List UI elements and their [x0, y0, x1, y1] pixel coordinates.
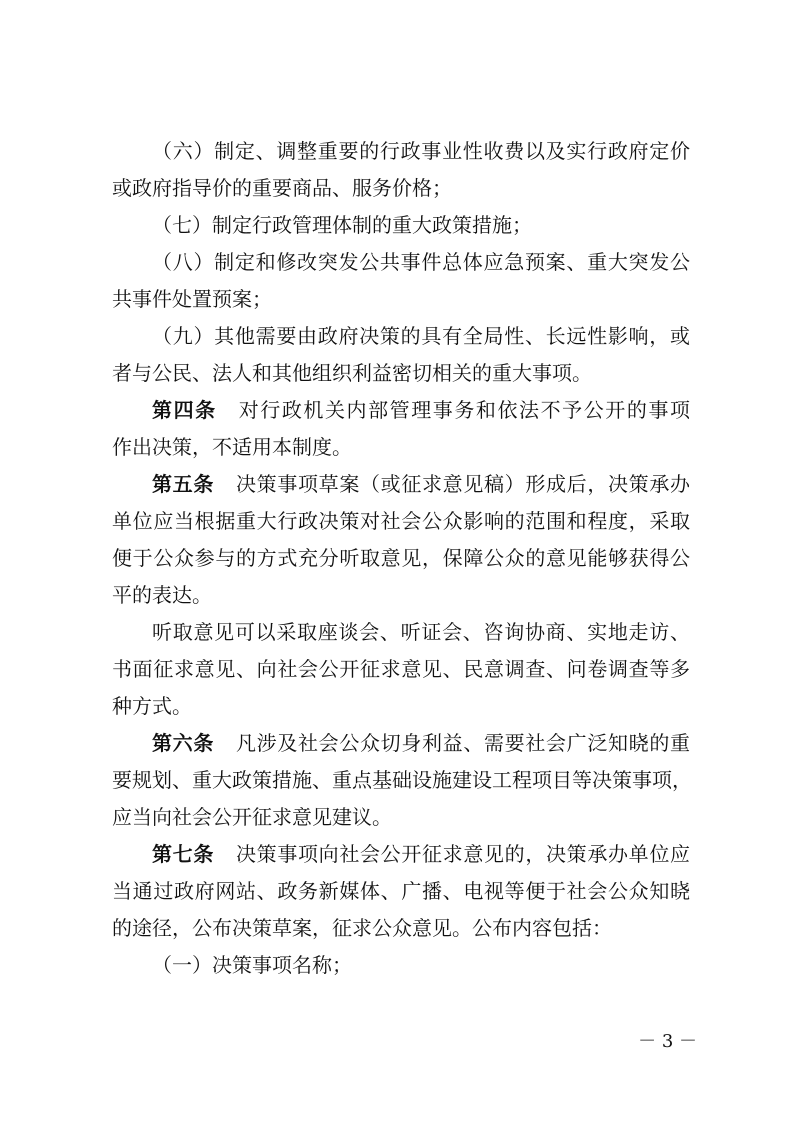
article-number: 第五条 [152, 472, 214, 496]
paragraph-line [112, 540, 690, 577]
line-text: （六）制定、调整重要的行政事业性收费以及实行政府定价 [152, 139, 690, 163]
document-body [112, 133, 690, 984]
paragraph-line [112, 651, 690, 688]
paragraph-line [112, 577, 690, 614]
paragraph-line [112, 873, 690, 910]
line-text: 决策事项向社会公开征求意见的，决策承办单位应 [236, 842, 690, 866]
line-text: 平的表达。 [112, 583, 212, 607]
line-text: 或政府指导价的重要商品、服务价格； [112, 176, 452, 200]
article-line [112, 836, 690, 873]
line-text: （一）决策事项名称； [152, 953, 352, 977]
line-text: 凡涉及社会公众切身利益、需要社会广泛知晓的重 [236, 731, 690, 755]
line-text: 单位应当根据重大行政决策对社会公众影响的范围和程度，采取 [112, 509, 690, 533]
line-text: 书面征求意见、向社会公开征求意见、民意调查、问卷调查等多 [112, 657, 690, 681]
paragraph-line [112, 429, 690, 466]
line-text: （九）其他需要由政府决策的具有全局性、长远性影响，或 [152, 324, 690, 348]
paragraph-line [112, 799, 690, 836]
article-line [112, 466, 690, 503]
paragraph-line [112, 947, 690, 984]
paragraph-line [112, 170, 690, 207]
line-text: 应当向社会公开征求意见建议。 [112, 805, 392, 829]
paragraph-line [112, 688, 690, 725]
paragraph-line [112, 133, 690, 170]
line-text: （八）制定和修改突发公共事件总体应急预案、重大突发公 [152, 250, 690, 274]
paragraph-line [112, 207, 690, 244]
line-text: 便于公众参与的方式充分听取意见，保障公众的意见能够获得公 [112, 546, 690, 570]
page-number: － 3 － [638, 1031, 697, 1052]
paragraph-line [112, 244, 690, 281]
line-text: 听取意见可以采取座谈会、听证会、咨询协商、实地走访、 [152, 620, 690, 644]
line-text: 作出决策，不适用本制度。 [112, 435, 352, 459]
line-text: 的途径，公布决策草案，征求公众意见。公布内容包括： [112, 916, 612, 940]
paragraph-line [112, 614, 690, 651]
article-number: 第七条 [152, 842, 214, 866]
paragraph-line [112, 503, 690, 540]
article-line [112, 725, 690, 762]
line-text: 共事件处置预案； [112, 287, 272, 311]
article-number: 第四条 [152, 398, 217, 422]
line-text: 当通过政府网站、政务新媒体、广播、电视等便于社会公众知晓 [112, 879, 690, 903]
paragraph-line [112, 355, 690, 392]
line-text: 者与公民、法人和其他组织利益密切相关的重大事项。 [112, 361, 592, 385]
line-text: 种方式。 [112, 694, 192, 718]
paragraph-line [112, 910, 690, 947]
line-text: 要规划、重大政策措施、重点基础设施建设工程项目等决策事项， [112, 768, 692, 792]
paragraph-line [112, 281, 690, 318]
line-text: 决策事项草案（或征求意见稿）形成后，决策承办 [236, 472, 690, 496]
paragraph-line [112, 318, 690, 355]
line-text: 对行政机关内部管理事务和依法不予公开的事项 [238, 398, 691, 422]
article-line [112, 392, 690, 429]
article-number: 第六条 [152, 731, 214, 755]
line-text: （七）制定行政管理体制的重大政策措施； [152, 213, 532, 237]
paragraph-line [112, 762, 690, 799]
